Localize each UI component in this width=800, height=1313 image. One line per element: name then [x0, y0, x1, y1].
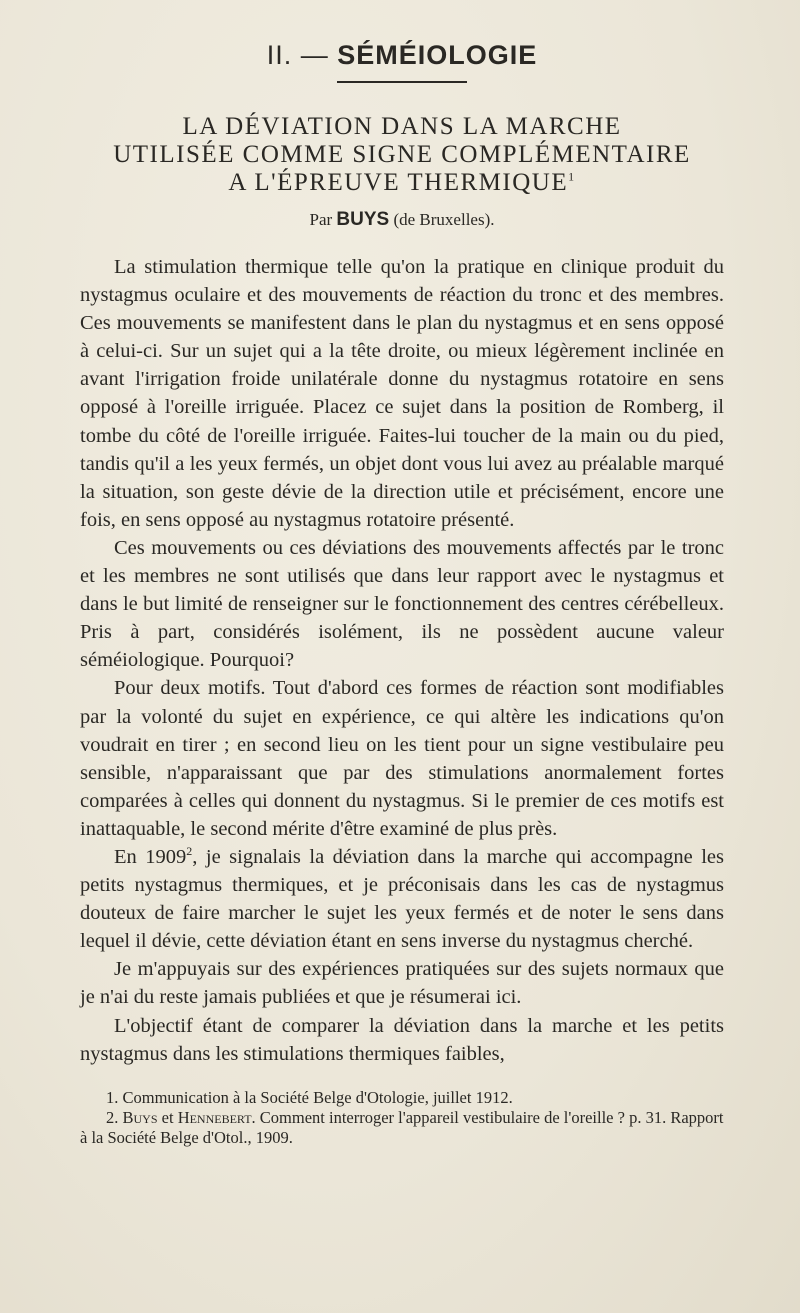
paragraph: L'objectif étant de comparer la déviation dans la marche et les petits nystagmus dans les stimulations thermiques faibles, — [80, 1014, 724, 1065]
footnote-author: Buys — [122, 1107, 158, 1127]
heading-rule — [337, 81, 467, 83]
footnote: 1. Communication à la Société Belge d'Otologie, juillet 1912. — [106, 1087, 513, 1107]
section-title: SÉMÉIOLOGIE — [337, 40, 538, 70]
byline-affiliation: (de Bruxelles). — [393, 210, 495, 229]
paragraph — [80, 843, 724, 955]
article-body — [80, 253, 724, 1068]
byline — [80, 209, 724, 231]
footnote-author: Hennebert. — [177, 1107, 256, 1127]
article-title — [80, 113, 724, 197]
footnote-number: 2. — [106, 1107, 119, 1127]
paragraph-text: , je signalais la déviation dans la marche qui accompagne les petits nystagmus thermiques, et je préconisais dans les cas de nystagmus douteux de faire marcher le sujet les yeux fermés et de noter le sens dans lequel il dévie, cette déviation étant en sens inverse du nystagmus cherché. — [80, 845, 724, 953]
footnote-marker: 2 — [186, 844, 193, 859]
section-heading — [80, 40, 724, 71]
section-number: II. — — [266, 40, 329, 70]
title-line — [80, 169, 724, 197]
paragraph: Pour deux motifs. Tout d'abord ces formes de réaction sont modifiables par la volonté du sujet en expérience, ce qui altère les indications qu'on voudrait en tirer ; en second lieu on les tient pour un signe vestibulaire peu sensible, n'apparaissant que par des stimulations anormalement fortes comparées à celles qui donnent du nystagmus. Si le premier de ces motifs est inattaquable, le second mérite d'être examiné de plus près. — [80, 677, 724, 840]
title-line: LA DÉVIATION DANS LA MARCHE — [182, 113, 622, 140]
paragraph: Ces mouvements ou ces déviations des mouvements affectés par le tronc et les membres ne sont utilisés que dans leur rapport avec le nystagmus et dans le but limité de renseigner sur le fonctionnement des centres cérébelleux. Pris à part, considérés isolément, ils ne possèdent aucune valeur séméiologique. Pourquoi? — [80, 536, 724, 672]
byline-prefix: Par — [309, 210, 333, 229]
footnote-conjunction: et — [161, 1107, 174, 1127]
footnotes — [80, 1088, 724, 1148]
title-line-text: A L'ÉPREUVE THERMIQUE — [228, 169, 569, 196]
paragraph: La stimulation thermique telle qu'on la pratique en clinique produit du nystagmus oculaire et des mouvements de réaction du tronc et des membres. Ces mouvements se manifestent dans le plan du nystagmus et en sens opposé à celui-ci. Sur un sujet qui a la tête droite, ou mieux légèrement inclinée en avant l'irrigation froide unilatérale donne du nystagmus rotatoire en sens opposé à l'oreille irriguée. Placez ce sujet dans la position de Romberg, il tombe du côté de l'oreille irriguée. Faites-lui toucher de la main ou du pied, tandis qu'il a les yeux fermés, un objet dont vous lui avez au préalable marqué la situation, son geste dévie de la direction utile et précisément, encore une fois, en sens opposé au nystagmus rotatoire présenté. — [80, 256, 724, 531]
title-line: UTILISÉE COMME SIGNE COMPLÉMENTAIRE — [113, 141, 691, 168]
page-content — [80, 40, 724, 1148]
author-name: BUYS — [336, 209, 390, 230]
paragraph-text: En 1909 — [114, 845, 187, 868]
footnote — [80, 1108, 724, 1148]
paragraph: Je m'appuyais sur des expériences pratiquées sur des sujets normaux que je n'ai du reste jamais publiées et que je résumerai ici. — [80, 958, 724, 1009]
footnote-marker: 1 — [568, 169, 576, 184]
footnote-text: Comment interroger l'appareil vestibulaire de l'oreille ? p. 31. Rapport à la Société Belge d'Otol., 1909. — [80, 1107, 724, 1147]
